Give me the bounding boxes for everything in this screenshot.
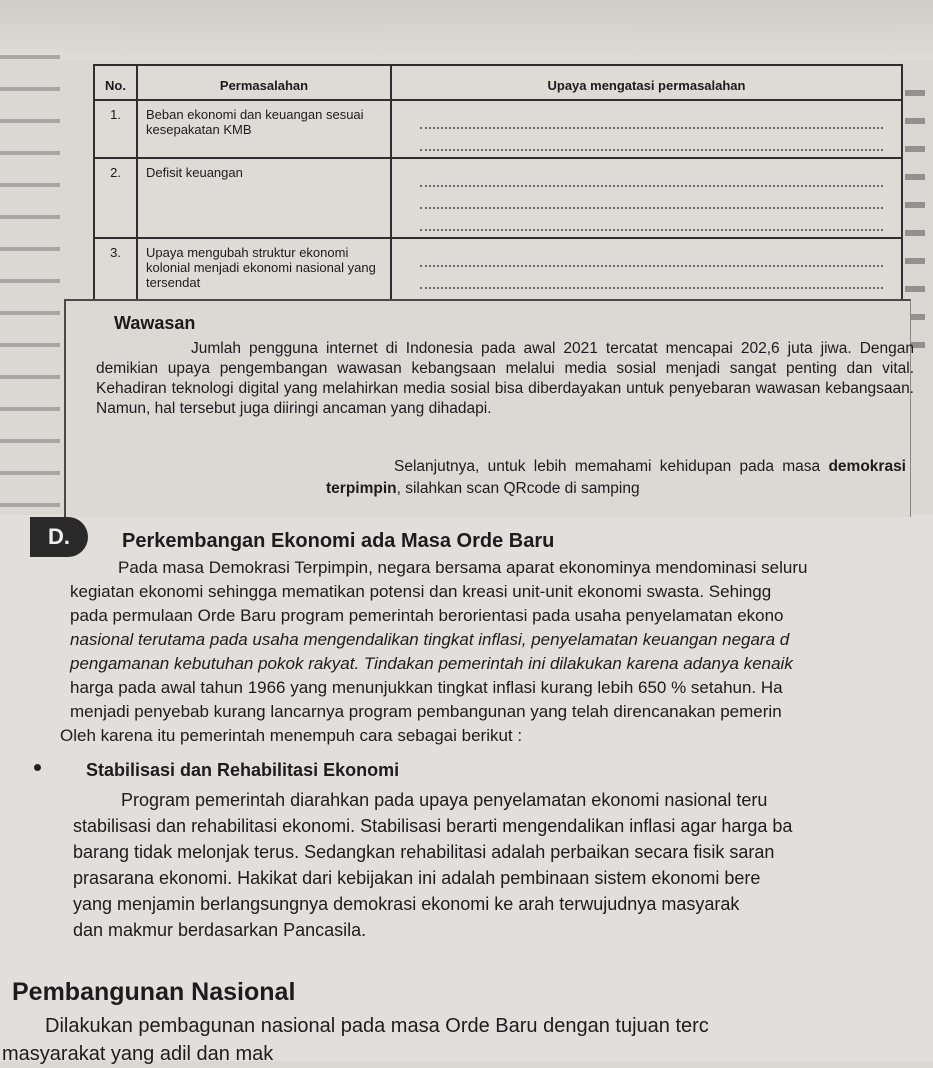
answer-line	[420, 167, 883, 187]
bullet-icon	[34, 764, 41, 771]
wawasan-note-bold: demokrasi terpimpin	[326, 458, 906, 497]
answer-lines[interactable]	[391, 100, 902, 158]
answer-line	[420, 269, 883, 289]
row-no: 2.	[94, 158, 137, 238]
wawasan-note-suffix: , silahkan scan QRcode di samping	[396, 480, 640, 497]
paragraph-line: prasarana ekonomi. Hakikat dari kebijakan ini adalah pembinaan sistem ekonomi bere	[73, 868, 761, 888]
row-no: 1.	[94, 100, 137, 158]
row-problem: Beban ekonomi dan keuangan sesuai kesepakatan KMB	[137, 100, 391, 158]
pembangunan-body	[0, 1012, 933, 1068]
paragraph-line: Oleh karena itu pemerintah menempuh cara sebagai berikut :	[60, 726, 523, 745]
answer-line	[420, 189, 883, 209]
answer-line	[420, 109, 883, 129]
paragraph-line: nasional terutama pada usaha mengendalikan tingkat inflasi, penyelamatan keuangan negara d	[70, 630, 790, 649]
header-no: No.	[94, 65, 137, 100]
row-problem: Defisit keuangan	[137, 158, 391, 238]
wawasan-note	[326, 456, 906, 500]
paragraph-line: Pada masa Demokrasi Terpimpin, negara bersama aparat ekonominya mendominasi seluru	[118, 558, 808, 577]
page-top-edge	[0, 0, 933, 60]
paragraph-line: kegiatan ekonomi sehingga mematikan potensi dan kreasi unit-unit ekonomi swasta. Sehingg	[70, 582, 772, 601]
paragraph-line: masyarakat yang adil dan mak	[2, 1043, 274, 1065]
wawasan-note-prefix: Selanjutnya, untuk lebih memahami kehidupan pada masa	[394, 458, 821, 475]
paragraph-line: pada permulaan Orde Baru program pemerintah berorientasi pada usaha penyelamatan ekono	[70, 606, 784, 625]
wawasan-body: Jumlah pengguna internet di Indonesia pada awal 2021 tercatat mencapai 202,6 juta jiwa. Dengan demikian upaya pengembangan wawasan kebangsaan melalui media sosial menjadi sangat penting dan vital. Kehadiran teknologi digital yang melahirkan media sosial bisa diberdayakan untuk penyebaran wawasan kebangsaan. Namun, hal tersebut juga diiringi ancaman yang dihadapi.	[96, 340, 914, 417]
paragraph-line: barang tidak melonjak terus. Sedangkan rehabilitasi adalah perbaikan secara fisik saran	[73, 842, 775, 862]
paragraph-line: Dilakukan pembagunan nasional pada masa Orde Baru dengan tujuan terc	[45, 1015, 709, 1037]
paragraph-line: Program pemerintah diarahkan pada upaya penyelamatan ekonomi nasional teru	[121, 790, 768, 810]
answer-lines[interactable]	[391, 158, 902, 238]
table-row	[94, 100, 902, 158]
section-d-title: Perkembangan Ekonomi ada Masa Orde Baru	[122, 530, 555, 552]
answer-line	[420, 247, 883, 267]
answer-line	[420, 131, 883, 151]
paragraph-line: menjadi penyebab kurang lancarnya program pembangunan yang telah direncanakan pemerin	[70, 702, 782, 721]
row-no: 3.	[94, 238, 137, 318]
problems-table	[93, 64, 903, 319]
answer-line	[420, 211, 883, 231]
wawasan-box	[64, 299, 914, 517]
subsection-title: Stabilisasi dan Rehabilitasi Ekonomi	[86, 760, 400, 780]
pembangunan-title: Pembangunan Nasional	[12, 978, 296, 1006]
table-header-row	[94, 65, 902, 100]
subsection-body	[73, 787, 933, 943]
header-problem: Permasalahan	[137, 65, 391, 100]
row-problem: Upaya mengubah struktur ekonomi kolonial menjadi ekonomi nasional yang tersendat	[137, 238, 391, 318]
wawasan-title: Wawasan	[114, 313, 196, 333]
paragraph-line: stabilisasi dan rehabilitasi ekonomi. Stabilisasi berarti mengendalikan inflasi agar harga ba	[73, 816, 793, 836]
table-row	[94, 158, 902, 238]
paragraph-line: dan makmur berdasarkan Pancasila.	[73, 920, 367, 940]
section-d-badge: D.	[30, 517, 88, 557]
paragraph-line: yang menjamin berlangsungnya demokrasi ekonomi ke arah terwujudnya masyarak	[73, 894, 740, 914]
paragraph-line: pengamanan kebutuhan pokok rakyat. Tindakan pemerintah ini dilakukan karena adanya kenaik	[70, 654, 793, 673]
header-solution: Upaya mengatasi permasalahan	[391, 65, 902, 100]
paragraph-line: harga pada awal tahun 1966 yang menunjukkan tingkat inflasi kurang lebih 650 % setahun. Ha	[70, 678, 783, 697]
section-d-body	[60, 556, 933, 748]
